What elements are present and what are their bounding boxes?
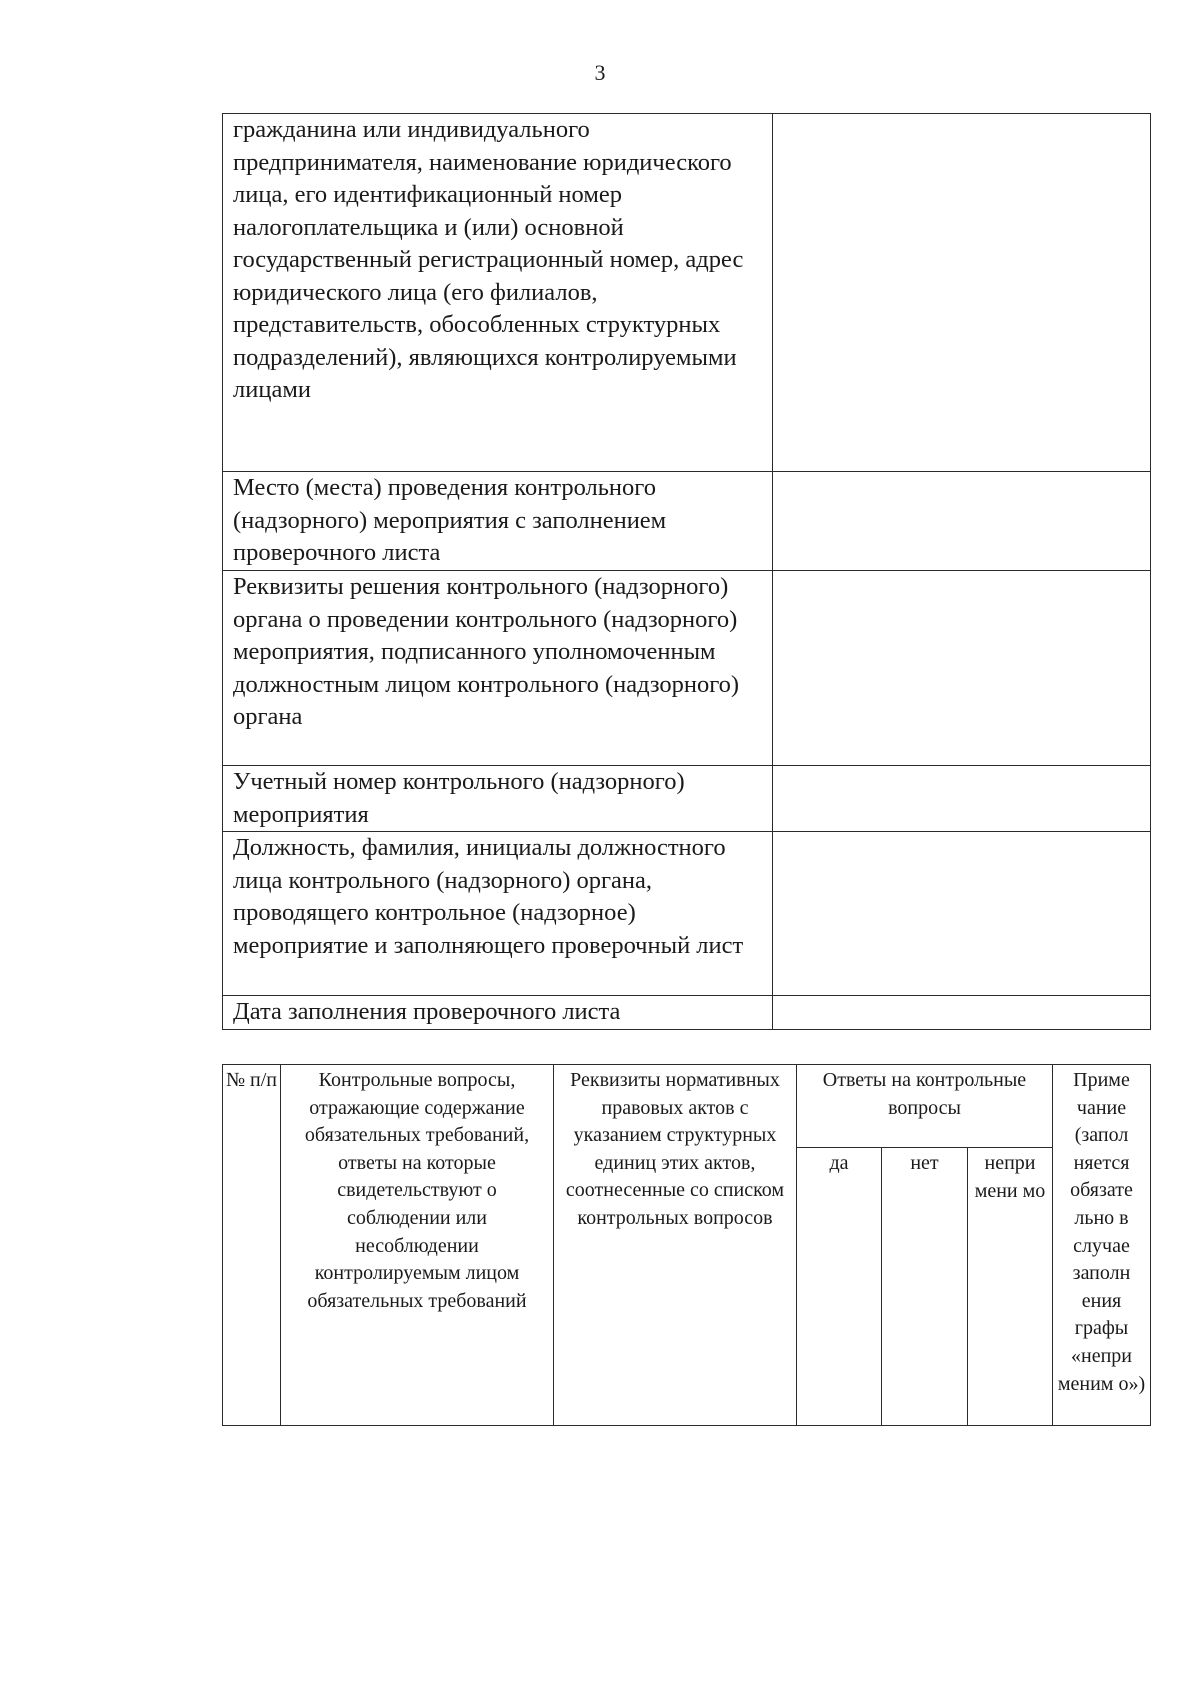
page-number: 3 [594,60,606,85]
header-number: № п/п [223,1065,281,1426]
info-label-cell: Должность, фамилия, инициалы должностного лица контрольного (надзорного) органа, проводящего контрольное (надзорное) мероприятие и заполняющего проверочный лист [223,832,773,996]
control-questions-table [222,1064,1151,1426]
info-label-cell: Дата заполнения проверочного листа [223,996,773,1030]
header-requisites: Реквизиты нормативных правовых актов с указанием структурных единиц этих актов, соотнесенные со списком контрольных вопросов [554,1065,797,1426]
header-answers: Ответы на контрольные вопросы [797,1065,1053,1148]
info-value-cell[interactable] [773,114,1151,472]
header-answer-no: нет [882,1148,968,1426]
table-row [223,571,1151,766]
info-value-cell[interactable] [773,472,1151,571]
info-value-cell[interactable] [773,766,1151,832]
info-value-cell[interactable] [773,832,1151,996]
inspection-info-table [222,113,1151,1030]
info-label-cell: Место (места) проведения контрольного (надзорного) мероприятия с заполнением проверочного листа [223,472,773,571]
info-label-cell: Реквизиты решения контрольного (надзорного) органа о проведении контрольного (надзорного) мероприятия, подписанного уполномоченным должностным лицом контрольного (надзорного) органа [223,571,773,766]
info-label-cell: гражданина или индивидуального предпринимателя, наименование юридического лица, его идентификационный номер налогоплательщика и (или) основной государственный регистрационный номер, адрес юридического лица (его филиалов, представительств, обособленных структурных подразделений), являющихся контролируемыми лицами [223,114,773,472]
header-note: Приме чание (запол няется обязате льно в случае заполн ения графы «непри меним о») [1053,1065,1151,1426]
info-value-cell[interactable] [773,996,1151,1030]
info-label-cell: Учетный номер контрольного (надзорного) мероприятия [223,766,773,832]
table-row [223,114,1151,472]
table-row [223,766,1151,832]
header-questions: Контрольные вопросы, отражающие содержание обязательных требований, ответы на которые свидетельствуют о соблюдении или несоблюдении контролируемым лицом обязательных требований [281,1065,554,1426]
header-answer-na: непри мени мо [968,1148,1053,1426]
table-row [223,996,1151,1030]
table-row [223,472,1151,571]
header-row [223,1065,1151,1148]
table-row [223,832,1151,996]
header-answer-yes: да [797,1148,882,1426]
info-value-cell[interactable] [773,571,1151,766]
